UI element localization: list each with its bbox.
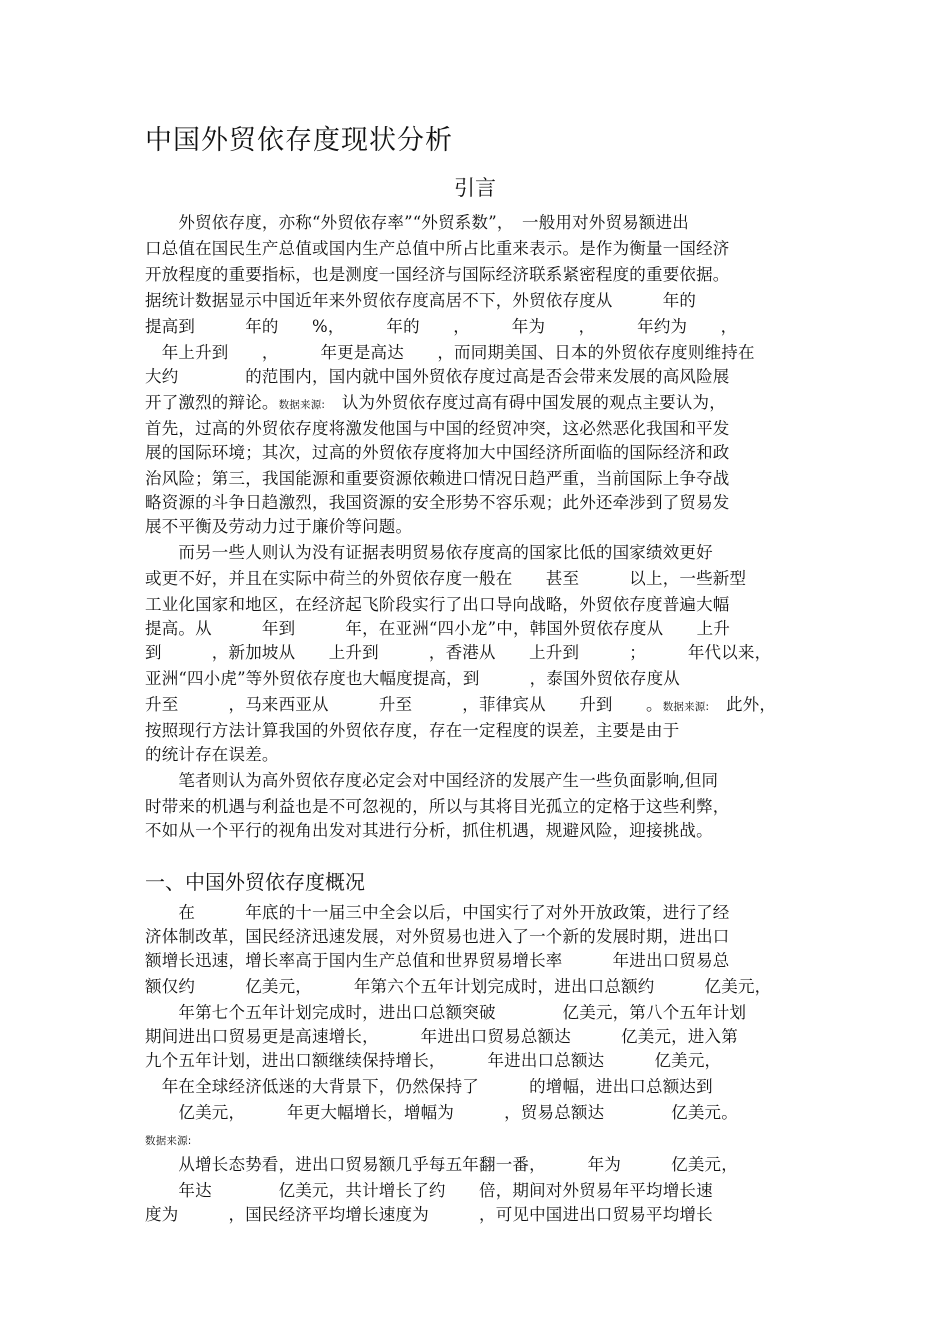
text-line: 据统计数据显示中国近年来外贸依存度高居不下，外贸依存度从 年的 bbox=[145, 291, 697, 310]
intro-heading: 引言 bbox=[454, 176, 496, 200]
source-label: 数据来源: bbox=[278, 399, 326, 411]
text-line: 年上升到 ， 年更是高达 ，而同期美国、日本的外贸依存度则维持在 bbox=[145, 343, 755, 362]
text-line: 额仅约 亿美元， 年第六个五年计划完成时，进出口总额约 亿美元， bbox=[145, 977, 772, 996]
text-line: 的统计存在误差。 bbox=[145, 745, 279, 764]
text-line: 略资源的斗争日趋激烈，我国资源的安全形势不容乐观；此外还牵涉到了贸易发 bbox=[145, 493, 730, 512]
text-line-with-source bbox=[145, 392, 726, 416]
text-line: 展不平衡及劳动力过于廉价等问题。 bbox=[145, 517, 413, 536]
text-line: 不如从一个平行的视角出发对其进行分析，抓住机遇，规避风险，迎接挑战。 bbox=[145, 821, 713, 840]
text-line: 而另一些人则认为没有证据表明贸易依存度高的国家比低的国家绩效更好 bbox=[145, 543, 713, 562]
source-label: 数据来源: bbox=[145, 1135, 192, 1147]
text-line: 大约 的范围内，国内就中国外贸依存度过高是否会带来发展的高风险展 bbox=[145, 367, 730, 386]
text-line: 年在全球经济低迷的大背景下，仍然保持了 的增幅，进出口总额达到 bbox=[145, 1077, 713, 1096]
text-line: 工业化国家和地区，在经济起飞阶段实行了出口导向战略，外贸依存度普遍大幅 bbox=[145, 595, 730, 614]
text-line: 在 年底的十一届三中全会以后，中国实行了对外开放政策，进行了经 bbox=[145, 903, 730, 922]
text-line: 年达 亿美元，共计增长了约 倍，期间对外贸易年平均增长速 bbox=[145, 1181, 713, 1200]
text-line: 时带来的机遇与利益也是不可忽视的，所以与其将目光孤立的定格于这些利弊， bbox=[145, 797, 730, 816]
text-line: 度为 ，国民经济平均增长速度为 ，可见中国进出口贸易平均增长 bbox=[145, 1205, 713, 1224]
text-line: 年第七个五年计划完成时，进出口总额突破 亿美元，第八个五年计划 bbox=[145, 1003, 747, 1022]
text-line: 亿美元， 年更大幅增长，增幅为 ，贸易总额达 亿美元。 bbox=[145, 1103, 738, 1122]
text-segment: 升至 ，马来西亚从 升至 ，菲律宾从 升到 。 bbox=[145, 695, 663, 714]
text-segment: 此外， bbox=[709, 695, 777, 714]
text-line: 从增长态势看，进出口贸易额几乎每五年翻一番， 年为 亿美元， bbox=[145, 1155, 738, 1174]
text-line-with-source bbox=[145, 694, 776, 718]
text-line: 治风险；第三，我国能源和重要资源依赖进口情况日趋严重，当前国际上争夺战 bbox=[145, 469, 730, 488]
text-line: 展的国际环境；其次，过高的外贸依存度将加大中国经济所面临的国际经济和政 bbox=[145, 443, 730, 462]
text-line: 按照现行方法计算我国的外贸依存度，存在一定程度的误差，主要是由于 bbox=[145, 721, 680, 740]
text-line: 提高到 年的 %， 年的 ， 年为 ， 年约为 ， bbox=[145, 317, 738, 336]
text-line: 外贸依存度，亦称“外贸依存率”“外贸系数”， 一般用对外贸易额进出 bbox=[145, 213, 689, 232]
text-segment: 开了激烈的辩论。 bbox=[145, 393, 279, 412]
text-segment: 认为外贸依存度过高有碍中国发展的观点主要认为， bbox=[325, 393, 726, 412]
text-line: 到 ，新加坡从 上升到 ，香港从 上升到 ； 年代以来， bbox=[145, 643, 772, 662]
text-line: 额增长迅速，增长率高于国内生产总值和世界贸易增长率 年进出口贸易总 bbox=[145, 951, 730, 970]
document-title: 中国外贸依存度现状分析 bbox=[145, 125, 453, 156]
text-line: 口总值在国民生产总值或国内生产总值中所占比重来表示。是作为衡量一国经济 bbox=[145, 239, 730, 258]
text-line: 笔者则认为高外贸依存度必定会对中国经济的发展产生一些负面影响,但同 bbox=[145, 771, 719, 790]
text-line: 首先，过高的外贸依存度将激发他国与中国的经贸冲突，这必然恶化我国和平发 bbox=[145, 419, 730, 438]
text-line: 九个五年计划，进出口额继续保持增长， 年进出口总额达 亿美元， bbox=[145, 1051, 722, 1070]
source-label: 数据来源: bbox=[662, 701, 710, 713]
text-line: 或更不好，并且在实际中荷兰的外贸依存度一般在 甚至 以上，一些新型 bbox=[145, 569, 747, 588]
text-line: 提高。从 年到 年，在亚洲“四小龙”中，韩国外贸依存度从 上升 bbox=[145, 619, 731, 638]
text-line: 开放程度的重要指标，也是测度一国经济与国际经济联系紧密程度的重要依据。 bbox=[145, 265, 730, 284]
text-line: 济体制改革，国民经济迅速发展，对外贸易也进入了一个新的发展时期，进出口 bbox=[145, 927, 730, 946]
section-heading: 一、中国外贸依存度概况 bbox=[145, 870, 365, 894]
text-line: 亚洲“四小虎”等外贸依存度也大幅度提高，到 ，泰国外贸依存度从 bbox=[145, 669, 680, 688]
text-line: 期间进出口贸易更是高速增长， 年进出口贸易总额达 亿美元，进入第 bbox=[145, 1027, 738, 1046]
